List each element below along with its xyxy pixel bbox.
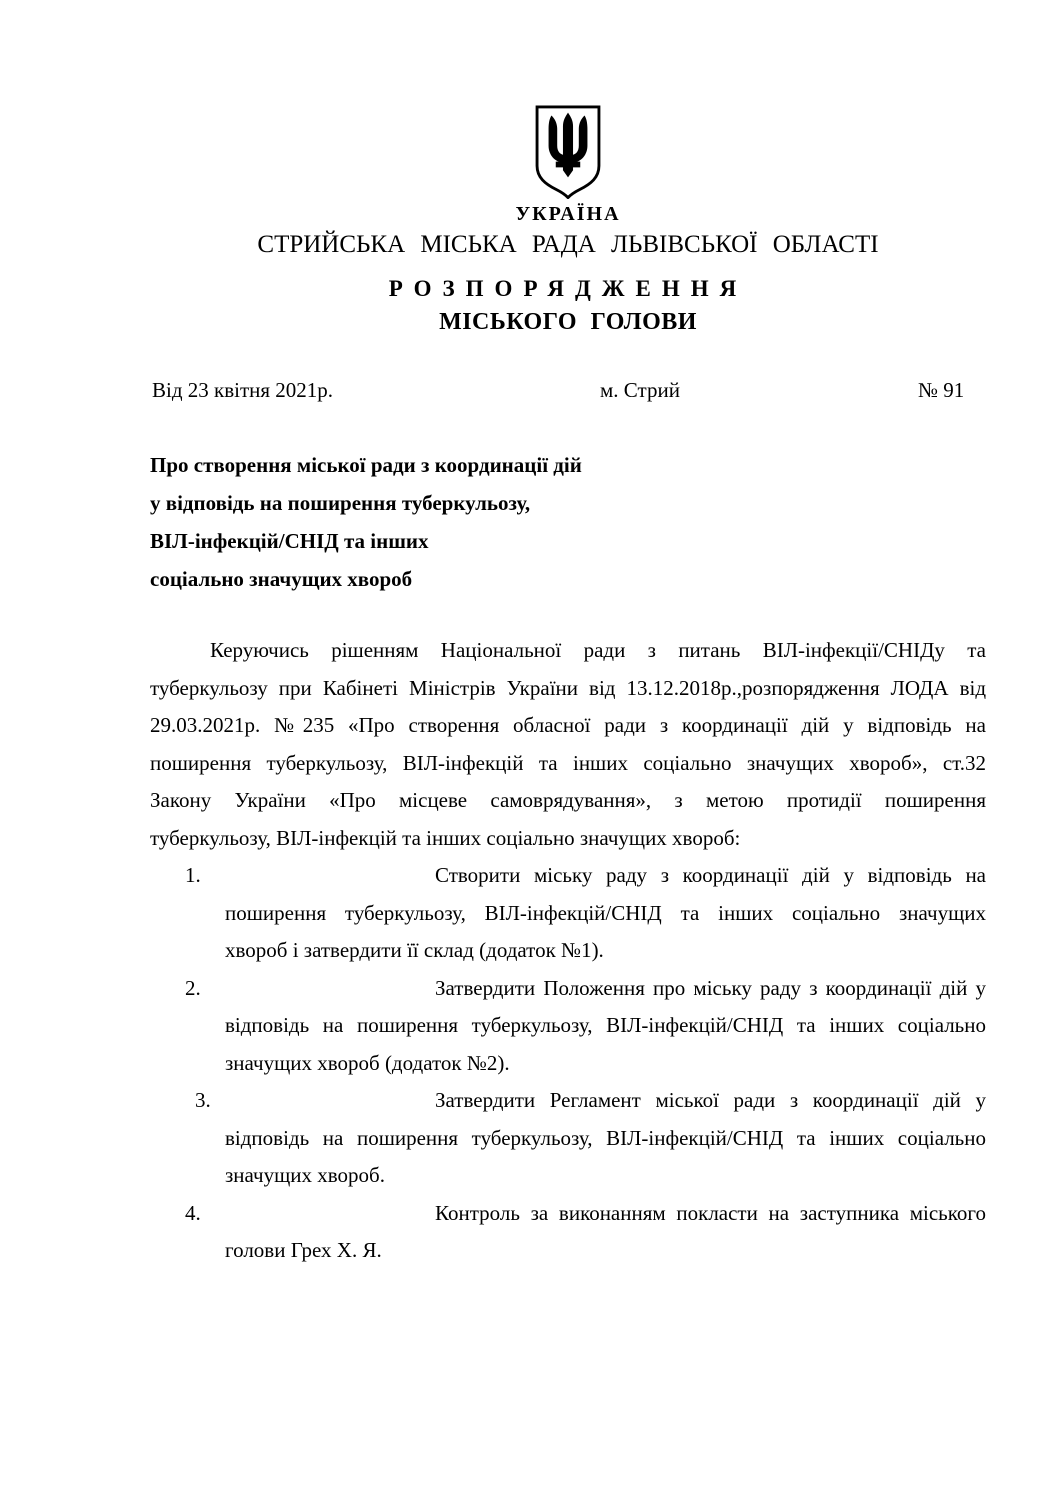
preamble-line: 29.03.2021р. №235 «Про створення обласної ради з координації дій у відповідь на (150, 713, 986, 737)
organization-name: СТРИЙСЬКА МІСЬКА РАДА ЛЬВІВСЬКОЇ ОБЛАСТІ (257, 231, 879, 258)
item-line: значущих хвороб. (225, 1163, 385, 1187)
ukraine-trident-emblem-icon (532, 104, 604, 199)
preamble-line: туберкульозу при Кабінеті Міністрів України від 13.12.2018р.,розпорядження ЛОДА від (150, 675, 986, 700)
item-line: поширення туберкульозу, ВІЛ-інфекцій/СНІД та інших соціально значущих (225, 900, 986, 925)
item-number: 4. (185, 1200, 201, 1225)
resolution-item-1 (150, 857, 986, 970)
item-line: Затвердити Регламент міської ради з координації дій у (435, 1088, 986, 1112)
item-number: 3. (195, 1088, 211, 1112)
country-name: УКРАЇНА (515, 203, 621, 225)
resolution-item-2 (150, 970, 986, 1083)
meta-row (150, 378, 986, 406)
document-type-title: РОЗПОРЯДЖЕННЯ (388, 276, 748, 301)
subject-line: соціально значущих хвороб (150, 567, 413, 591)
subject-line: ВІЛ-інфекцій/СНІД та інших (150, 529, 429, 553)
document-date: Від 23 квітня 2021р. (152, 378, 334, 402)
preamble-line: Закону України «Про місцеве самоврядування», з метою протидії поширення (150, 788, 986, 812)
preamble-line: поширення туберкульозу, ВІЛ-інфекцій та інших соціально значущих хвороб», ст.32 (150, 750, 986, 775)
item-line: хвороб і затвердити її склад (додаток №1). (225, 938, 604, 962)
resolution-item-4 (150, 1195, 986, 1270)
item-line: Створити міську раду з координації дій у відповідь на (435, 863, 986, 887)
document-subtype-title: МІСЬКОГО ГОЛОВИ (439, 309, 697, 335)
item-number: 1. (185, 863, 201, 887)
item-number: 2. (185, 975, 201, 1000)
body-text (150, 632, 986, 1270)
resolution-item-3 (150, 1082, 986, 1195)
document-place: м. Стрий (600, 378, 680, 402)
document-number: № 91 (918, 378, 965, 402)
item-line: відповідь на поширення туберкульозу, ВІЛ-інфекцій/СНІД та інших соціально (225, 1013, 986, 1037)
item-line: значущих хвороб (додаток №2). (225, 1050, 510, 1075)
subject-block (150, 446, 810, 598)
item-line: відповідь на поширення туберкульозу, ВІЛ-інфекцій/СНІД та інших соціально (225, 1125, 986, 1150)
item-line: Затвердити Положення про міську раду з координації дій у (435, 975, 986, 1000)
preamble-line: туберкульозу, ВІЛ-інфекцій та інших соціально значущих хвороб: (150, 825, 741, 850)
item-line: Контроль за виконанням покласти на заступника міського (435, 1200, 986, 1225)
document-content (150, 0, 986, 1497)
subject-line: у відповідь на поширення туберкульозу, (150, 491, 531, 515)
preamble-line: Керуючись рішенням Національної ради з питань ВІЛ-інфекції/СНІДу та (210, 638, 986, 662)
item-line: голови Грех Х. Я. (225, 1238, 382, 1262)
subject-line: Про створення міської ради з координації дій (150, 453, 582, 477)
